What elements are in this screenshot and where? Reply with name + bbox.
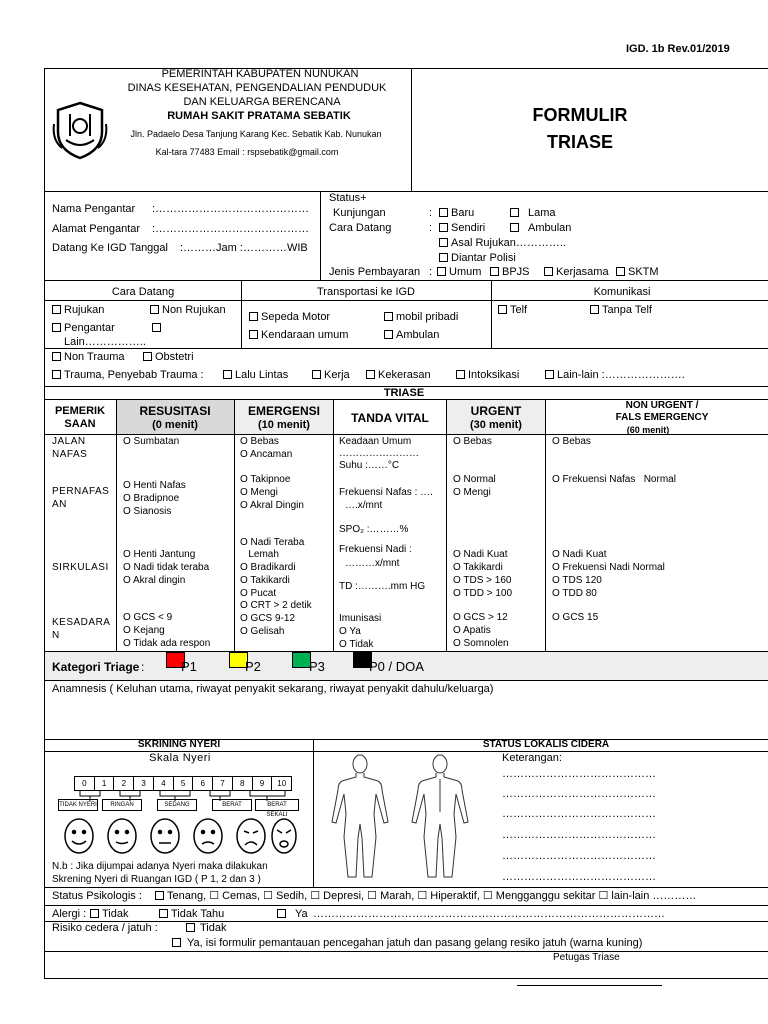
- checkbox-lama[interactable]: Lama: [510, 208, 556, 219]
- ur-normal[interactable]: O Normal: [453, 474, 496, 485]
- hospital-email: Kal-tara 77483 Email : rspsebatik@gmail.com: [155, 147, 339, 157]
- pain-scale-3[interactable]: 3: [133, 777, 153, 790]
- jenis-pembayaran-label: Jenis Pembayaran: [329, 266, 421, 278]
- pain-scale-10[interactable]: 10: [271, 777, 291, 790]
- tv-td[interactable]: TD :……….mm HG: [339, 581, 426, 592]
- p1-label: P1: [181, 659, 197, 674]
- col-non-urgent-3: (60 menit): [626, 425, 670, 435]
- col-resusitasi-1: RESUSITASI: [139, 404, 211, 418]
- tv-imunisasi-tidak[interactable]: O Tidak: [339, 639, 374, 650]
- keterangan-line-3[interactable]: ……………………………………: [502, 808, 656, 820]
- cara-datang-label: Cara Datang: [329, 222, 392, 234]
- em-bradikardi[interactable]: O Bradikardi: [240, 562, 296, 573]
- form-title-1: FORMULIR: [532, 105, 628, 125]
- row-jalan-nafas-1: JALAN: [52, 436, 86, 447]
- pain-faces: [62, 815, 297, 857]
- header-line-1: PEMERINTAH KABUPATEN NUNUKAN: [161, 68, 359, 80]
- status-psikologis-label: Status Psikologis :: [52, 890, 142, 902]
- checkbox-non-trauma[interactable]: Non Trauma: [52, 352, 125, 363]
- ur-bebas[interactable]: O Bebas: [453, 436, 492, 447]
- keterangan-line-4[interactable]: ……………………………………: [502, 829, 656, 841]
- checkbox-diantar-polisi[interactable]: Diantar Polisi: [439, 253, 516, 264]
- keterangan-line-5[interactable]: ……………………………………: [502, 850, 656, 862]
- kategori-colon: :: [141, 660, 145, 674]
- tv-frekuensi-nadi-unit: ………x/mnt: [345, 558, 400, 569]
- tv-frekuensi-nafas-unit: ….x/mnt: [345, 500, 383, 511]
- triase-title: TRIASE: [383, 387, 425, 399]
- status-psikologis-options[interactable]: Tenang, ☐ Cemas, ☐ Sedih, ☐ Depresi, ☐ Marah, ☐ Hiperaktif, ☐ Mengganggu sekitar ☐ lain-lain …………: [155, 891, 696, 902]
- p0-label: P0 / DOA: [369, 659, 424, 674]
- tv-spo2[interactable]: SPO₂ :………%: [339, 524, 409, 535]
- res-bradipnoe[interactable]: O Bradipnoe: [123, 493, 180, 504]
- checkbox-alergi-ya[interactable]: Ya: [277, 909, 308, 920]
- col-pemeriksaan-1: PEMERIK: [54, 405, 106, 417]
- document-code: IGD. 1b Rev.01/2019: [626, 43, 730, 55]
- checkbox-non-rujukan[interactable]: Non Rujukan: [150, 305, 226, 316]
- tv-keadaan-umum: Keadaan Umum: [339, 436, 412, 447]
- ur-nadi-kuat[interactable]: O Nadi Kuat: [453, 549, 508, 560]
- em-pucat[interactable]: O Pucat: [240, 588, 277, 599]
- res-gcs[interactable]: O GCS < 9: [123, 612, 173, 623]
- pain-scale-9[interactable]: 9: [252, 777, 272, 790]
- alergi-label: Alergi :: [52, 908, 87, 920]
- em-gelisah[interactable]: O Gelisah: [240, 626, 285, 637]
- em-crt[interactable]: O CRT > 2 detik: [240, 600, 312, 611]
- pain-label-berat-sekali: BERAT SEKALI: [255, 799, 299, 811]
- checkbox-risiko-ya[interactable]: Ya, isi formulir pemantauan pencegahan jatuh dan pasang gelang resiko jatuh (warna kuning): [172, 938, 642, 949]
- status-label: Status+: [329, 192, 367, 204]
- nyeri-note-1: N.b : Jika dijumpai adanya Nyeri maka dilakukan: [52, 861, 268, 872]
- col-non-urgent-1: NON URGENT /: [625, 400, 699, 411]
- datang-igd-label: Datang Ke IGD Tanggal: [52, 242, 168, 254]
- em-takikardi[interactable]: O Takikardi: [240, 575, 290, 586]
- checkbox-sktm[interactable]: SKTM: [616, 267, 659, 278]
- res-kejang[interactable]: O Kejang: [123, 625, 165, 636]
- arrival-col-komunikasi: Komunikasi: [593, 286, 651, 298]
- arrival-col-cara-datang: Cara Datang: [111, 286, 175, 298]
- status-lokalis-title: STATUS LOKALIS CIDERA: [482, 739, 610, 750]
- checkbox-lain-lain[interactable]: Lain-lain :………………….: [545, 370, 685, 381]
- nu-tds[interactable]: O TDS 120: [552, 575, 602, 586]
- keterangan-line-6[interactable]: ……………………………………: [502, 871, 656, 883]
- tv-frekuensi-nadi[interactable]: Frekuensi Nadi :: [339, 544, 412, 555]
- col-emergensi-1: EMERGENSI: [247, 404, 321, 418]
- row-pernafasan-1: PERNAFAS: [52, 486, 110, 497]
- cara-colon: :: [429, 222, 433, 234]
- hospital-logo: [52, 100, 108, 160]
- pain-scale-2[interactable]: 2: [113, 777, 133, 790]
- res-akral-dingin[interactable]: O Akral dingin: [123, 575, 186, 586]
- checkbox-telf[interactable]: Telf: [498, 305, 527, 316]
- checkbox-ambulan-transport[interactable]: Ambulan: [384, 330, 439, 341]
- ur-somnolen[interactable]: O Somnolen: [453, 638, 509, 649]
- col-pemeriksaan-2: SAAN: [64, 418, 96, 430]
- ur-tds[interactable]: O TDS > 160: [453, 575, 512, 586]
- signature-line[interactable]: [517, 985, 662, 986]
- lain-field[interactable]: Lain……………..: [64, 336, 146, 348]
- nu-bebas[interactable]: O Bebas: [552, 436, 591, 447]
- res-sumbatan[interactable]: O Sumbatan: [123, 436, 180, 447]
- anamnesis-field[interactable]: [46, 698, 768, 738]
- arrival-col-transportasi: Transportasi ke IGD: [316, 286, 416, 298]
- body-diagram[interactable]: [320, 752, 480, 884]
- keterangan-line-1[interactable]: ……………………………………: [502, 768, 656, 780]
- em-ancaman[interactable]: O Ancaman: [240, 449, 293, 460]
- skrining-nyeri-title: SKRINING NYERI: [137, 739, 221, 750]
- em-nadi-teraba[interactable]: O Nadi Teraba: [240, 537, 305, 548]
- alamat-pengantar-label: Alamat Pengantar: [52, 223, 141, 235]
- col-urgent-2: (30 menit): [470, 419, 522, 431]
- col-tanda-vital: TANDA VITAL: [351, 411, 429, 425]
- datang-igd-field[interactable]: :………Jam :…………WIB: [180, 242, 308, 254]
- col-urgent-1: URGENT: [470, 404, 522, 418]
- ur-tdd[interactable]: O TDD > 100: [453, 588, 513, 599]
- pain-scale-1[interactable]: 1: [94, 777, 114, 790]
- checkbox-alergi-tidak[interactable]: Tidak: [90, 909, 129, 920]
- checkbox-sendiri[interactable]: Sendiri: [439, 223, 485, 234]
- em-takipnoe[interactable]: O Takipnoe: [240, 474, 291, 485]
- checkbox-sepeda-motor[interactable]: Sepeda Motor: [249, 312, 330, 323]
- header-line-2: DINAS KESEHATAN, PENGENDALIAN PENDUDUK: [127, 82, 387, 94]
- jenis-colon: :: [429, 266, 433, 278]
- checkbox-kekerasan[interactable]: Kekerasan: [366, 370, 431, 381]
- res-nadi-tidak-teraba[interactable]: O Nadi tidak teraba: [123, 562, 210, 573]
- p2-label: P2: [245, 659, 261, 674]
- hospital-address: Jln. Padaelo Desa Tanjung Karang Kec. Sebatik Kab. Nunukan: [130, 129, 382, 139]
- pain-scale-4[interactable]: 4: [153, 777, 173, 790]
- checkbox-bpjs[interactable]: BPJS: [490, 267, 530, 278]
- checkbox-lalu-lintas[interactable]: Lalu Lintas: [223, 370, 288, 381]
- col-resusitasi-2: (0 menit): [152, 419, 198, 431]
- pain-label-tidak-nyeri: TIDAK NYERI: [58, 799, 98, 811]
- em-lemah: Lemah: [240, 549, 279, 560]
- kunjungan-colon: :: [429, 207, 433, 219]
- hospital-name: RUMAH SAKIT PRATAMA SEBATIK: [167, 110, 351, 122]
- res-sianosis[interactable]: O Sianosis: [123, 506, 172, 517]
- pain-label-sedang: SEDANG: [157, 799, 197, 811]
- checkbox-baru[interactable]: Baru: [439, 208, 474, 219]
- nu-gcs[interactable]: O GCS 15: [552, 612, 599, 623]
- checkbox-asal-rujukan[interactable]: Asal Rujukan…………..: [439, 238, 566, 249]
- checkbox-trauma[interactable]: Trauma, Penyebab Trauma :: [52, 370, 204, 381]
- tv-suhu[interactable]: Suhu :……°C: [339, 460, 400, 471]
- row-jalan-nafas-2: NAFAS: [52, 449, 88, 460]
- checkbox-tanpa-telf[interactable]: Tanpa Telf: [590, 305, 652, 316]
- tv-imunisasi: Imunisasi: [339, 613, 382, 624]
- res-henti-jantung[interactable]: O Henti Jantung: [123, 549, 196, 560]
- row-kesadaran-2: N: [52, 630, 60, 641]
- ur-takikardi[interactable]: O Takikardi: [453, 562, 503, 573]
- checkbox-alergi-tidak-tahu[interactable]: Tidak Tahu: [159, 909, 224, 920]
- row-pernafasan-2: AN: [52, 499, 67, 510]
- pain-label-berat: BERAT: [212, 799, 252, 811]
- checkbox-kendaraan-umum[interactable]: Kendaraan umum: [249, 330, 348, 341]
- nu-frekuensi-nafas[interactable]: O Frekuensi Nafas Normal: [552, 474, 676, 485]
- checkbox-kerjasama[interactable]: Kerjasama: [544, 267, 609, 278]
- checkbox-mobil-pribadi[interactable]: mobil pribadi: [384, 312, 458, 323]
- tv-imunisasi-ya[interactable]: O Ya: [339, 626, 361, 637]
- keterangan-line-2[interactable]: ……………………………………: [502, 788, 656, 800]
- skala-nyeri-label: Skala Nyeri: [149, 752, 211, 764]
- col-non-urgent-2: FALS EMERGENCY: [615, 412, 709, 423]
- checkbox-risiko-tidak[interactable]: Tidak: [186, 923, 227, 934]
- res-tidak-ada-respon[interactable]: O Tidak ada respon: [123, 638, 211, 649]
- em-mengi[interactable]: O Mengi: [240, 487, 278, 498]
- ur-mengi[interactable]: O Mengi: [453, 487, 491, 498]
- alamat-pengantar-field[interactable]: :……………………………………: [152, 223, 310, 235]
- form-title-2: TRIASE: [546, 132, 614, 152]
- risiko-jatuh-label: Risiko cedera / jatuh :: [52, 922, 158, 934]
- checkbox-intoksikasi[interactable]: Intoksikasi: [456, 370, 519, 381]
- nu-tdd[interactable]: O TDD 80: [552, 588, 597, 599]
- petugas-triase-label: Petugas Triase: [553, 952, 620, 963]
- anamnesis-label: Anamnesis ( Keluhan utama, riwayat penyakit sekarang, riwayat penyakit dahulu/keluarga): [52, 683, 494, 695]
- p3-label: P3: [309, 659, 325, 674]
- pain-scale-6[interactable]: 6: [192, 777, 212, 790]
- pain-scale-8[interactable]: 8: [232, 777, 252, 790]
- ur-gcs[interactable]: O GCS > 12: [453, 612, 508, 623]
- col-emergensi-2: (10 menit): [258, 419, 310, 431]
- nu-nadi-kuat[interactable]: O Nadi Kuat: [552, 549, 607, 560]
- ur-apatis[interactable]: O Apatis: [453, 625, 491, 636]
- checkbox-umum[interactable]: Umum: [437, 267, 481, 278]
- checkbox-lain[interactable]: [152, 323, 164, 334]
- row-sirkulasi: SIRKULASI: [52, 562, 109, 573]
- checkbox-pengantar[interactable]: Pengantar: [52, 323, 115, 334]
- nama-pengantar-field[interactable]: :……………………………………: [152, 203, 310, 215]
- kunjungan-label: Kunjungan: [333, 207, 386, 219]
- tv-frekuensi-nafas[interactable]: Frekuensi Nafas : ….: [339, 487, 433, 498]
- keterangan-label: Keterangan:: [502, 752, 562, 764]
- alergi-field[interactable]: ……………………………………………………………………………………: [313, 908, 665, 920]
- res-henti-nafas[interactable]: O Henti Nafas: [123, 480, 186, 491]
- header-line-3: DAN KELUARGA BERENCANA: [183, 96, 341, 108]
- kategori-label: Kategori Triage: [52, 660, 140, 674]
- tv-keadaan-field[interactable]: ……………………: [339, 448, 419, 459]
- em-gcs[interactable]: O GCS 9-12: [240, 613, 296, 624]
- nama-pengantar-label: Nama Pengantar: [52, 203, 136, 215]
- nu-frekuensi-nadi[interactable]: O Frekuensi Nadi Normal: [552, 562, 665, 573]
- row-kesadaran-1: KESADARA: [52, 617, 111, 628]
- nyeri-note-2: Skrening Nyeri di Ruangan IGD ( P 1, 2 dan 3 ): [52, 874, 261, 885]
- checkbox-rujukan[interactable]: Rujukan: [52, 305, 104, 316]
- checkbox-ambulan[interactable]: Ambulan: [510, 223, 571, 234]
- em-bebas[interactable]: O Bebas: [240, 436, 279, 447]
- pain-scale-7[interactable]: 7: [212, 777, 232, 790]
- pain-scale-0[interactable]: 0: [82, 779, 87, 788]
- em-akral-dingin[interactable]: O Akral Dingin: [240, 500, 304, 511]
- pain-scale-5[interactable]: 5: [173, 777, 193, 790]
- checkbox-kerja[interactable]: Kerja: [312, 370, 350, 381]
- checkbox-obstetri[interactable]: Obstetri: [143, 352, 194, 363]
- pain-label-ringan: RINGAN: [102, 799, 142, 811]
